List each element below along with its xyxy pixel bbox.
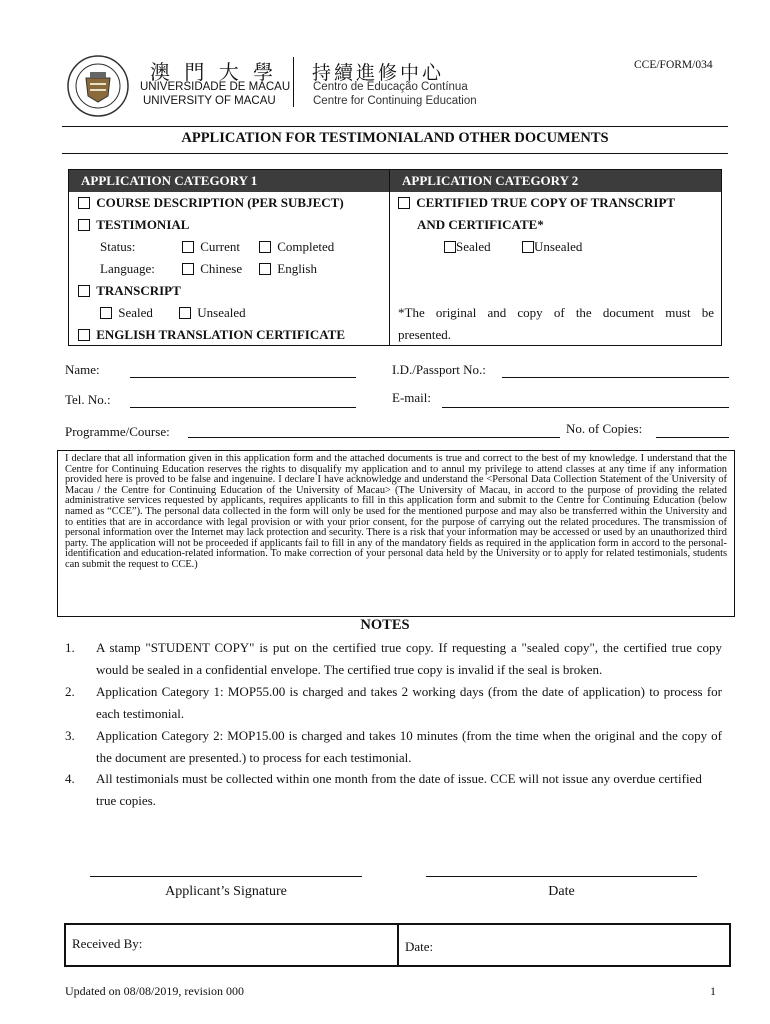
status-current-checkbox[interactable] [182, 241, 194, 253]
note-item [0, 681, 770, 725]
course-description-checkbox[interactable] [78, 197, 90, 209]
university-seal [66, 54, 130, 118]
cce-name-pt: Centro de Educação Contínua [313, 81, 468, 93]
received-divider [397, 923, 399, 967]
page-number: 1 [710, 984, 716, 998]
language-english-label: English [277, 261, 317, 276]
signature-line[interactable] [90, 876, 362, 877]
testimonial-option [78, 217, 189, 233]
english-translation-option [78, 327, 345, 343]
note-text: Application Category 1: MOP55.00 is charged and takes 2 working days (from the date of application) to process for each testimonial. [96, 684, 722, 721]
name-field[interactable] [130, 377, 356, 378]
status-completed-option [259, 239, 334, 255]
transcript-label: TRANSCRIPT [96, 283, 181, 298]
note-number: 2. [65, 684, 75, 699]
received-date-label[interactable]: Date: [405, 939, 434, 954]
certified-unsealed-checkbox[interactable] [522, 241, 534, 253]
cce-name-en: Centre for Continuing Education [313, 95, 477, 107]
programme-field[interactable] [188, 437, 560, 438]
testimonial-checkbox[interactable] [78, 219, 90, 231]
email-label: E-mail: [392, 390, 431, 405]
university-name-en: UNIVERSITY OF MACAU [143, 95, 276, 107]
note-number: 3. [65, 728, 75, 743]
status-completed-checkbox[interactable] [259, 241, 271, 253]
course-description-label: COURSE DESCRIPTION (PER SUBJECT) [96, 195, 344, 210]
english-translation-checkbox[interactable] [78, 329, 90, 341]
language-label: Language: [100, 261, 155, 276]
language-english-option [259, 261, 317, 277]
english-translation-label: ENGLISH TRANSLATION CERTIFICATE [96, 327, 346, 342]
transcript-unsealed-label: Unsealed [197, 305, 246, 320]
date-label: Date [548, 884, 575, 899]
certified-sealed-option [444, 239, 491, 255]
received-by-label[interactable]: Received By: [72, 936, 143, 951]
note-text: A stamp "STUDENT COPY" is put on the certified true copy. If requesting a "sealed copy", the certified true copy would be sealed in a confidential envelope. The certified true copy is invalid if the seal is broken. [96, 640, 722, 677]
certified-copy-label-line1: CERTIFIED TRUE COPY OF TRANSCRIPT [416, 195, 676, 210]
note-item [0, 637, 770, 681]
transcript-checkbox[interactable] [78, 285, 90, 297]
category-divider [389, 169, 390, 346]
id-passport-field[interactable] [502, 377, 729, 378]
title-bottom-rule [62, 153, 728, 154]
category2-note-line1: *The original and copy of the document must be [398, 305, 714, 320]
tel-label: Tel. No.: [65, 392, 111, 407]
cce-name-cn: 持續進修中心 [312, 62, 445, 84]
id-passport-label: I.D./Passport No.: [392, 362, 486, 377]
note-number: 1. [65, 640, 75, 655]
note-number: 4. [65, 771, 75, 786]
transcript-unsealed-option [179, 305, 246, 321]
transcript-sealed-option [100, 305, 153, 321]
transcript-sealed-label: Sealed [118, 305, 153, 320]
status-current-label: Current [200, 239, 240, 254]
note-text: Application Category 2: MOP15.00 is charged and takes 10 minutes (from the time when the original and the copy of the document are presented.) to process for each testimonial. [96, 728, 722, 765]
category2-header: APPLICATION CATEGORY 2 [390, 170, 721, 192]
status-current-option [182, 239, 240, 255]
date-line[interactable] [426, 876, 697, 877]
certified-sealed-label: Sealed [456, 239, 491, 254]
language-english-checkbox[interactable] [259, 263, 271, 275]
transcript-option [78, 283, 181, 299]
tel-field[interactable] [130, 407, 356, 408]
status-label: Status: [100, 239, 136, 254]
declaration-box [57, 450, 735, 617]
certified-sealed-checkbox[interactable] [444, 241, 456, 253]
university-name-cn: 澳 門 大 學 [150, 60, 278, 84]
transcript-unsealed-checkbox[interactable] [179, 307, 191, 319]
note-item [0, 768, 770, 812]
certified-copy-checkbox[interactable] [398, 197, 410, 209]
signature-label: Applicant’s Signature [165, 884, 287, 899]
testimonial-label: TESTIMONIAL [96, 217, 190, 232]
header-divider [293, 57, 294, 107]
language-chinese-checkbox[interactable] [182, 263, 194, 275]
transcript-sealed-checkbox[interactable] [100, 307, 112, 319]
language-chinese-label: Chinese [200, 261, 243, 276]
notes-title: NOTES [360, 617, 410, 633]
certified-copy-label-line2: AND CERTIFICATE* [417, 217, 544, 232]
note-item [0, 725, 770, 769]
certified-unsealed-option [522, 239, 582, 255]
form-title: APPLICATION FOR TESTIMONIALAND OTHER DOCUMENTS [181, 130, 609, 146]
copies-field[interactable] [656, 437, 729, 438]
certified-copy-option [398, 195, 675, 211]
name-label: Name: [65, 362, 100, 377]
university-name-pt: UNIVERSIDADE DE MACAU [140, 81, 291, 93]
course-description-option [78, 195, 344, 211]
certified-unsealed-label: Unsealed [534, 239, 583, 254]
programme-label: Programme/Course: [65, 424, 170, 439]
language-chinese-option [182, 261, 242, 277]
copies-label: No. of Copies: [566, 421, 643, 436]
status-completed-label: Completed [277, 239, 335, 254]
email-field[interactable] [442, 407, 729, 408]
category2-note-line2: presented. [398, 327, 452, 342]
form-number: CCE/FORM/034 [634, 59, 713, 71]
note-text: All testimonials must be collected within one month from the date of issue. CCE will not issue any overdue certified true copies. [96, 771, 702, 808]
category1-header: APPLICATION CATEGORY 1 [69, 170, 389, 192]
title-top-rule [62, 126, 728, 127]
revision-text: Updated on 08/08/2019, revision 000 [65, 984, 244, 998]
declaration-text: I declare that all information given in this application form and the attached documents is true and correct to the best of my knowledge. I understand that the Centre for Continuing Education reserves the rights to disqualify my application and to annul my privilege to attend classes at any time if any information provided here is proved to be false and ingenuine. I declare I have acknowledge and understand the <Personal Data Collection Statement of the University of Macau / the Centre for Continuing Education of the University of Macau> (The University of Macau, in accord to the purpose of providing the related administrative services requested by applicants, requires applicants to fill in this application form and submit to the Centre for Continuing Education (below named as “CCE”). The personal data collected in the form will only be used for the mentioned purpose and may also be transferred within the University and to entities that are in accordance with legal provision or with your prior consent, for the purpose of carrying out the related procedures. The transmission of personal information over the Internet may lack protection and security. There is a risk that your information may be accessed or used by an unauthorized third party. The application will not be proceeded if applicants fail to fill in any of the mandatory fields as required in the application form in accord to the personal-identification and education-related information. To make correction of your personal data held by the University or to apply for related testimonials, students can submit the request to CCE.) [65, 453, 727, 570]
